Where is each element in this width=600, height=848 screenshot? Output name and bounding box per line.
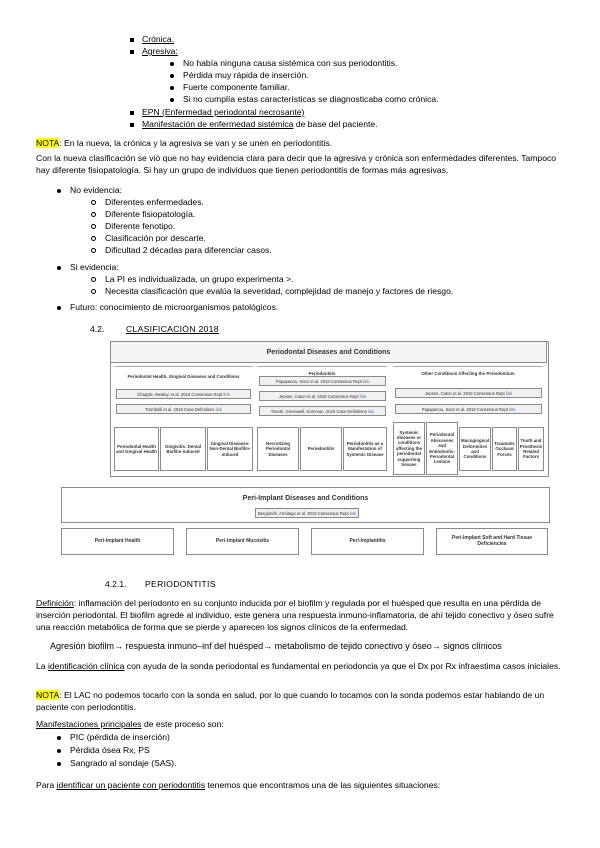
classification-diagram <box>110 341 549 477</box>
nota-2: NOTA: El LAC no podemos tocarlo con la sonda en salud, por lo que cuando lo tocamos con la sonda podemos estar hablando de un paciente con periodontitis. <box>36 690 545 712</box>
box-gingivitis: Gingivitis: Dental Biofilm-induced <box>160 427 206 471</box>
box-peri-implant-mucositis: Peri-Implant Mucositis <box>186 528 299 555</box>
box-traumatic-occlusal: Traumatic Occlusal Forces <box>492 427 517 471</box>
bullet-manifestacion: Manifestación de enfermedad sistémica de base del paciente. <box>130 119 378 130</box>
peri-implant-title: Peri-Implant Diseases and Conditions <box>242 495 369 502</box>
square-bullet-icon <box>130 123 134 127</box>
section-4-2-1-title: PERIODONTITIS <box>145 579 216 589</box>
no-evidencia-item: Diferente fenotipo. <box>91 221 175 232</box>
dot-bullet-icon <box>170 62 174 66</box>
para-final: Para identificar un paciente con periodontitis tenemos que encontramos una de las siguientes situaciones: <box>36 780 441 790</box>
col3-rule <box>393 366 543 367</box>
definicion: Definición: inflamación del periodonto en su conjunto inducida por el biofilm y regulada por el huésped que resulta en una pérdida de inserción periodontal. El biofilm agrede al individuo, este genera una respuesta inmuno-inflamatoria, de ahí tejido conectivo y óseo sufre una reacción metabólica de forma que se pierde y aparecen los signos clínicos de la enfermedad. <box>36 598 554 632</box>
no-evidencia: No evidencia: <box>57 185 122 196</box>
bullet-cronica: Crónica. <box>130 34 174 45</box>
box-peri-implant-health: Peri-Implant Health <box>61 528 174 555</box>
col2-ref[interactable]: Papapanou, Sanz et al. 2018 Consensus Rept link <box>259 376 386 386</box>
no-evidencia-item: Diferente fisiopatología. <box>91 209 195 220</box>
diagram-title-box: Periodontal Diseases and Conditions <box>110 341 547 363</box>
col2-rule <box>257 366 387 367</box>
box-systemic-diseases: Systemic diseases or conditions affecting the periodontal supporting tissues <box>393 422 425 475</box>
box-periodontitis-systemic: Periodontitis as a Manifestation of Systemic Disease <box>343 427 387 471</box>
circle-bullet-icon <box>91 236 96 241</box>
box-tooth-prosthesis: Tooth and Prosthesis Related Factors <box>518 427 544 471</box>
col2-header: Periodontitis <box>257 368 387 379</box>
box-necrotizing: Necrotizing Periodontal Diseases <box>257 427 299 471</box>
peri-implant-header <box>61 487 550 523</box>
dot-bullet-icon <box>170 74 174 78</box>
agresiva-item: Fuerte componente familiar. <box>170 82 290 93</box>
manifestaciones: Manifestaciones principales de este proceso son: <box>36 719 224 729</box>
no-evidencia-item: Diferentes enfermedades. <box>91 197 204 208</box>
square-bullet-icon <box>130 38 134 42</box>
box-peri-implantitis: Peri-Implantitis <box>311 528 424 555</box>
flow-line: Agresión biofilm→ respuesta inmuno–inf del huésped→ metabolismo de tejido conectivo y óseo→ signos clínicos <box>50 641 502 651</box>
circle-bullet-icon <box>91 212 96 217</box>
no-evidencia-item: Dificultad 2 décadas para diferenciar casos. <box>91 245 272 256</box>
col1-header: Periodontal Health, Gingival Diseases and Conditions <box>114 368 253 385</box>
si-evidencia: Si evidencia: <box>57 262 119 273</box>
agresiva-item: Si no cumplía estas características se diagnosticaba como crónica. <box>170 94 439 105</box>
col3-ref[interactable]: Papapanou, Sanz et al. 2018 Consensus Rept link <box>395 404 542 414</box>
circle-bullet-icon <box>91 200 96 205</box>
col1-ref[interactable]: Trombelli et al. 2018 Case Definitions link <box>116 404 251 414</box>
box-periodontal-health: Periodontal Health and Gingival Health <box>114 427 159 471</box>
box-mucogingival: Mucogingival Deformities and Conditions <box>459 427 491 471</box>
paragraph-clasificacion: Con la nueva clasificación se vió que no hay evidencia clara para decir que la agresiva y crónica son enfermedades diferentes. Tampoco hay diferente fisiopatología. Si hay un grupo de individuos que tienen periodontitis de formas más agresivas. <box>36 153 557 175</box>
dot-bullet-icon <box>57 266 61 270</box>
dot-bullet-icon <box>170 86 174 90</box>
square-bullet-icon <box>130 111 134 115</box>
bullet-epn: EPN (Enfermedad periodontal necrosante) <box>130 107 304 118</box>
futuro: Futuro: conocimiento de microorganismos patológicos. <box>57 302 278 313</box>
circle-bullet-icon <box>91 277 96 282</box>
circle-bullet-icon <box>91 248 96 253</box>
section-4-2-number: 4.2. <box>90 324 105 334</box>
agresiva-item: No había ninguna causa sistémica con sus periodontitis. <box>170 58 398 69</box>
section-4-2-title: CLASIFICACIÓN 2018 <box>126 324 219 334</box>
box-abscesses: Periodontal Abscesses and Endodontic-Periodontal Lesions <box>426 422 458 475</box>
dot-bullet-icon <box>57 762 61 766</box>
agresiva-item: Pérdida muy rápida de inserción. <box>170 70 309 81</box>
no-evidencia-item: Clasificación por descarte. <box>91 233 206 244</box>
bullet-agresiva: Agresiva: <box>130 46 178 57</box>
nota-1: NOTA: En la nueva, la crónica y la agresiva se van y se unen en periodontitis. <box>36 138 333 148</box>
box-gingival-diseases: Gingival Diseases: Non-Dental Biofilm-induced <box>207 427 253 471</box>
manifestacion-item: Sangrado al sondaje (SAS). <box>57 758 177 769</box>
col2-ref[interactable]: Jepsen, Caton et al. 2018 Consensus Rept link <box>259 391 386 401</box>
dot-bullet-icon <box>57 749 61 753</box>
identificacion: La identificación clínica con ayuda de la sonda periodontal es fundamental en periodoncia ya que el Dx por Rx infraestima casos iniciales. <box>36 661 561 671</box>
col3-ref[interactable]: Jepsen, Caton et al. 2018 Consensus Rept link <box>395 388 542 398</box>
dot-bullet-icon <box>170 98 174 102</box>
col1-ref[interactable]: Chapple, Mealey, et al. 2018 Consensus Rept link <box>116 389 251 399</box>
section-4-2-1-number: 4.2.1. <box>105 579 127 589</box>
box-periodontitis: Periodontitis <box>300 427 342 471</box>
peri-implant-ref[interactable]: Berglundh, Armitage et al. 2018 Consensus Rept link <box>255 508 359 518</box>
manifestacion-item: Pérdida ósea Rx, PS <box>57 745 150 756</box>
col2-ref[interactable]: Tonetti, Greenwell, Kornman. 2018 Case Definitions link <box>259 406 386 416</box>
si-evidencia-item: La PI es individualizada, un grupo experimenta >. <box>91 274 293 285</box>
square-bullet-icon <box>130 50 134 54</box>
manifestacion-item: PIC (pérdida de inserción) <box>57 732 170 743</box>
col3-header: Other Conditions Affecting the Periodontium <box>393 368 543 379</box>
col1-rule <box>114 366 253 367</box>
circle-bullet-icon <box>91 224 96 229</box>
dot-bullet-icon <box>57 189 61 193</box>
si-evidencia-item: Necesita clasificación que evalúa la severidad, complejidad de manejo y factores de riesgo. <box>91 286 453 297</box>
box-peri-implant-deficiencies: Peri-Implant Soft and Hard Tissue Deficiencies <box>436 528 548 555</box>
dot-bullet-icon <box>57 736 61 740</box>
circle-bullet-icon <box>91 289 96 294</box>
dot-bullet-icon <box>57 306 61 310</box>
